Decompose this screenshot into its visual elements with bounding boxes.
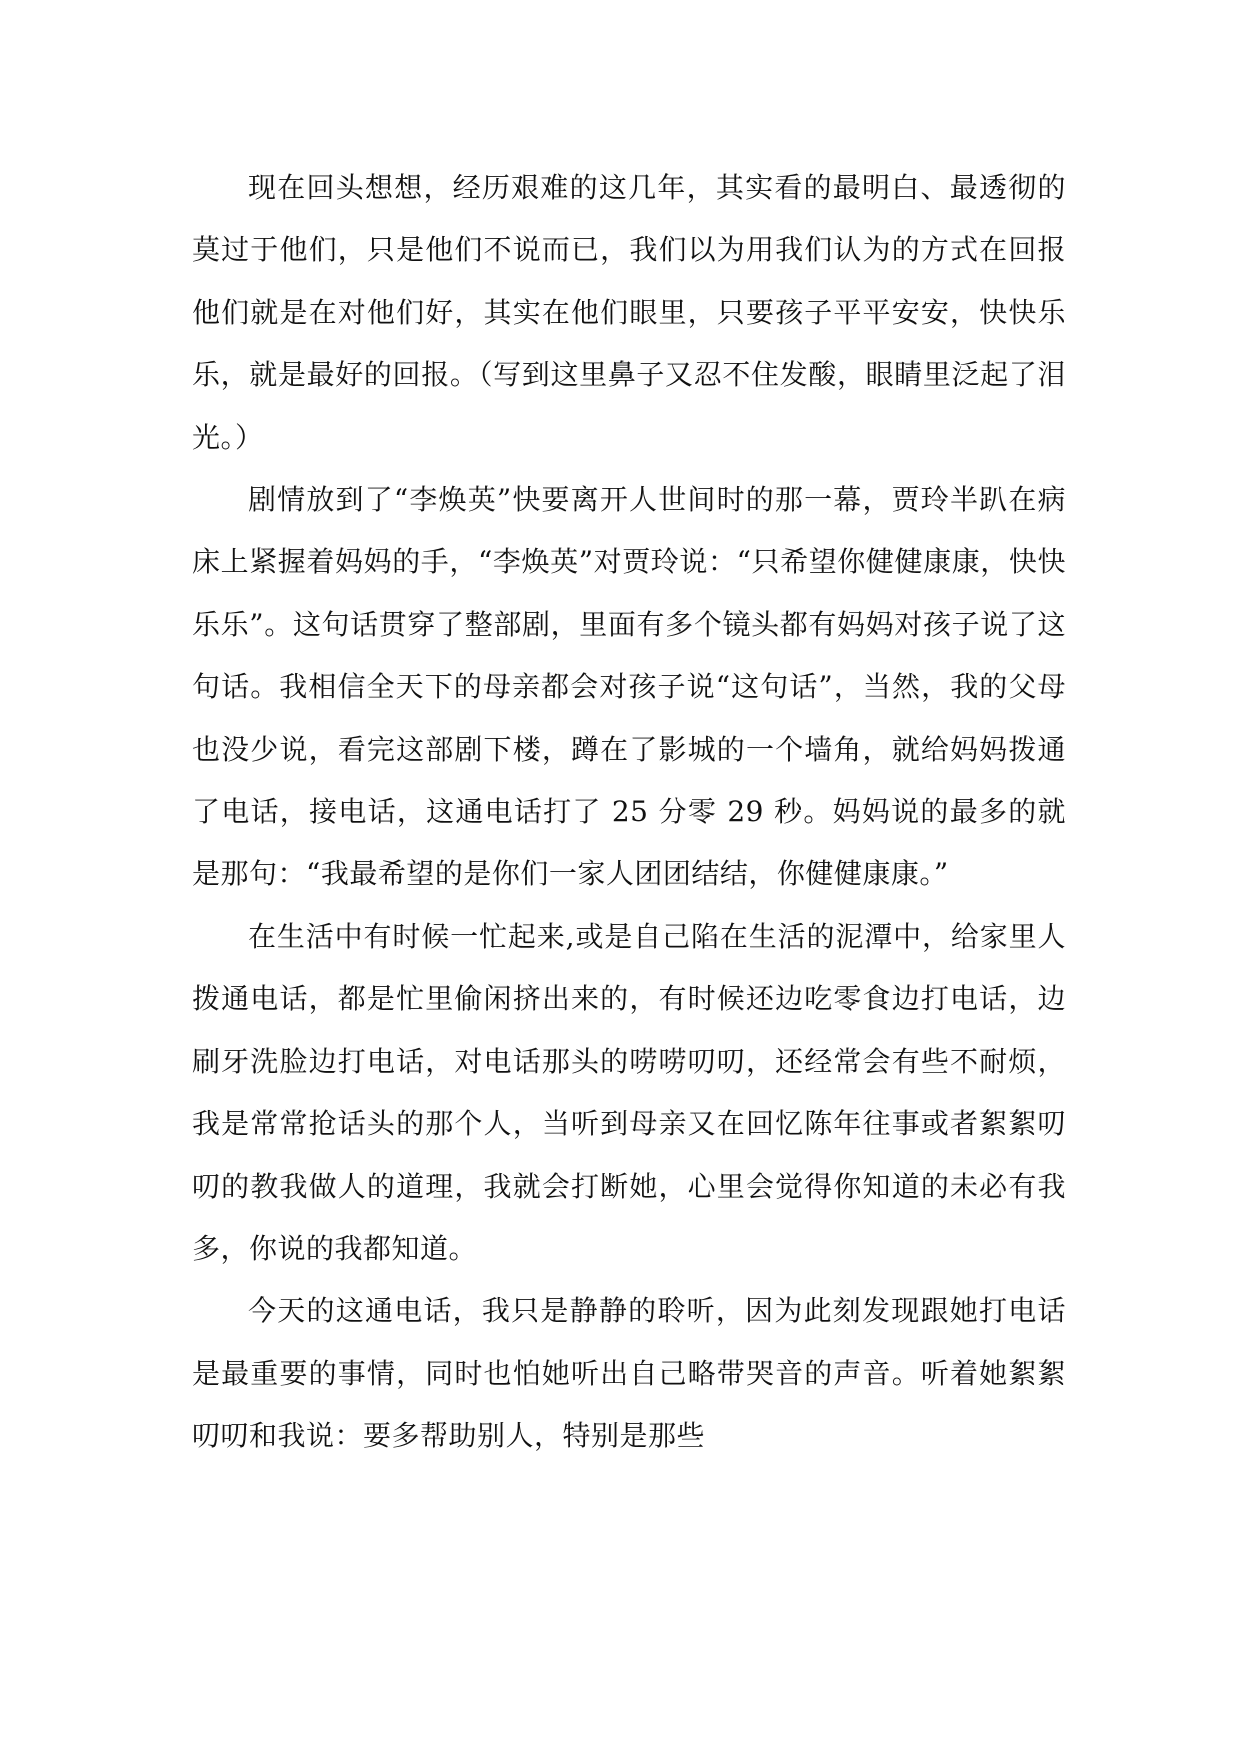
document-body (192, 157, 1066, 1468)
paragraph-1: 现在回头想想，经历艰难的这几年，其实看的最明白、最透彻的莫过于他们，只是他们不说而已，我们以为用我们认为的方式在回报他们就是在对他们好，其实在他们眼里，只要孩子平平安安，快快乐乐，就是最好的回报。（写到这里鼻子又忍不住发酸，眼睛里泛起了泪光。） (192, 171, 1066, 454)
paragraph-3: 在生活中有时候一忙起来,或是自己陷在生活的泥潭中，给家里人拨通电话，都是忙里偷闲挤出来的，有时候还边吃零食边打电话，边刷牙洗脸边打电话，对电话那头的唠唠叨叨，还经常会有些不耐烦，我是常常抢话头的那个人，当听到母亲又在回忆陈年往事或者絮絮叨叨的教我做人的道理，我就会打断她，心里会觉得你知道的未必有我多，你说的我都知道。 (192, 919, 1066, 1265)
paragraph-4: 今天的这通电话，我只是静静的聆听，因为此刻发现跟她打电话是最重要的事情，同时也怕她听出自己略带哭音的声音。听着她絮絮叨叨和我说：要多帮助别人，特别是那些 (192, 1294, 1066, 1453)
paragraph-2: 剧情放到了“李焕英”快要离开人世间时的那一幕，贾玲半趴在病床上紧握着妈妈的手，“李焕英”对贾玲说：“只希望你健健康康，快快乐乐”。这句话贯穿了整部剧，里面有多个镜头都有妈妈对孩子说了这句话。我相信全天下的母亲都会对孩子说“这句话”，当然，我的父母也没少说，看完这部剧下楼，蹲在了影城的一个墙角，就给妈妈拨通了电话，接电话，这通电话打了 25 分零 29 秒。妈妈说的最多的就是那句：“我最希望的是你们一家人团团结结，你健健康康。” (192, 483, 1066, 891)
